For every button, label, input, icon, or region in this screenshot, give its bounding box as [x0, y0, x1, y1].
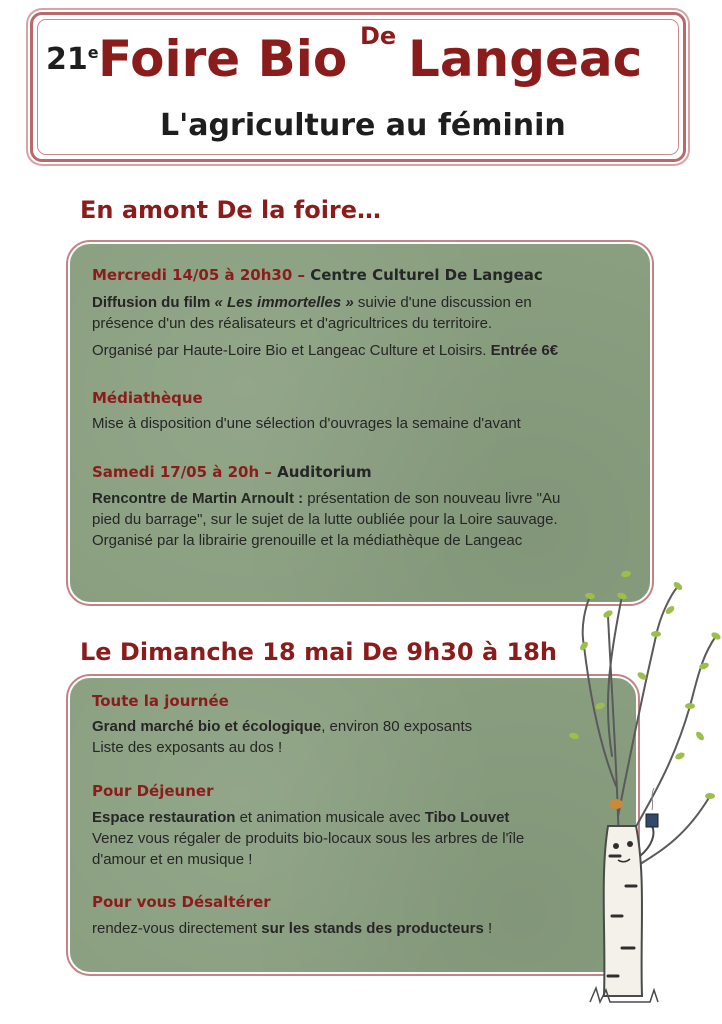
event-text-film-line2: présence d'un des réalisateurs et d'agricultrices du territoire. [92, 315, 493, 332]
event-text-dejeuner-line1: Espace restauration et animation musicale avec Tibo Louvet [92, 809, 510, 826]
section-heading-dimanche: Le Dimanche 18 mai De 9h30 à 18h [80, 638, 557, 666]
event-title-dejeuner: Pour Déjeuner [92, 782, 214, 800]
event-text-dejeuner-line3: d'amour et en musique ! [92, 851, 253, 868]
event-text-journee-line1: Grand marché bio et écologique, environ 80 exposants [92, 718, 473, 735]
birch-tree-character-icon [560, 556, 722, 1006]
event-text-film-line3: Organisé par Haute-Loire Bio et Langeac Culture et Loisirs. Entrée 6€ [92, 342, 559, 359]
event-text-journee-line2: Liste des exposants au dos ! [92, 739, 283, 756]
title-de: De [360, 22, 397, 50]
event-title-film: Mercredi 14/05 à 20h30 – Centre Culturel De Langeac [92, 266, 543, 284]
event-title-rencontre: Samedi 17/05 à 20h – Auditorium [92, 463, 372, 481]
event-text-rencontre-line3: Organisé par la librairie grenouille et la médiathèque de Langeac [92, 532, 523, 549]
event-text-film-line1: Diffusion du film « Les immortelles » suivie d'une discussion en [92, 294, 532, 311]
title-foire-bio: Foire Bio [98, 30, 348, 88]
edition-number: 21e [46, 42, 99, 77]
poster-subtitle: L'agriculture au féminin [160, 108, 566, 143]
event-title-mediatheque: Médiathèque [92, 389, 203, 407]
event-title-desalterer: Pour vous Désaltérer [92, 893, 271, 911]
event-text-rencontre-line1: Rencontre de Martin Arnoult : présentation de son nouveau livre "Au [92, 490, 561, 507]
event-text-mediatheque: Mise à disposition d'une sélection d'ouvrages la semaine d'avant [92, 415, 521, 432]
section-heading-amont: En amont De la foire… [80, 196, 382, 224]
event-text-rencontre-line2: pied du barrage", sur le sujet de la lutte oubliée pour la Loire sauvage. [92, 511, 558, 528]
poster-title [46, 22, 666, 108]
title-langeac: Langeac [408, 30, 643, 88]
event-text-dejeuner-line2: Venez vous régaler de produits bio-locaux sous les arbres de l'île [92, 830, 525, 847]
event-text-desalterer: rendez-vous directement sur les stands des producteurs ! [92, 920, 493, 937]
event-title-journee: Toute la journée [92, 692, 229, 710]
